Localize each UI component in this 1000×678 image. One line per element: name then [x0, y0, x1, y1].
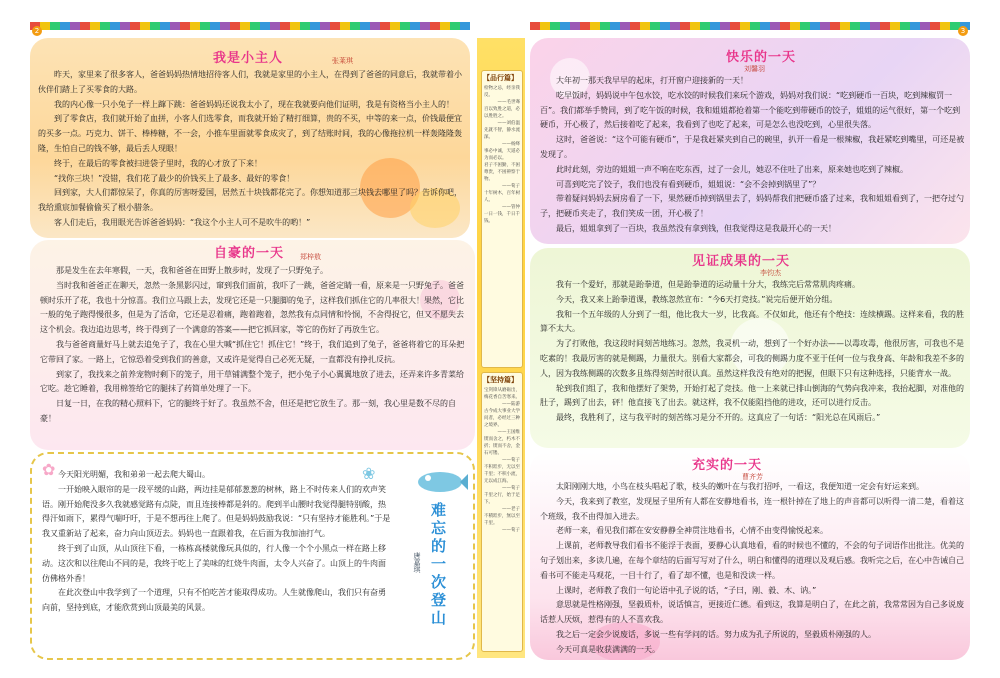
paragraph: 可喜到吃完了饺子，我们也没有看到硬币，姐姐说：“会不会掉到锅里了”？	[556, 179, 821, 189]
paragraph: 此时此刻，旁边的姐姐一声不响在吃东西，过了一会儿，她忍不住吐了出来，原来她也吃到了辣椒。	[556, 164, 908, 174]
quote-line: 先就不智，静水流深。	[484, 128, 520, 140]
paragraph: 到家了，我找来之前养宠物时剩下的笼子，用干草铺满整个笼子，把小兔子小心翼翼地放了进去，还弄来许多青菜给它吃。趁它睡着，我用棉签给它的腿抹了药简单处理了一下。	[40, 369, 464, 394]
flower-icon: ❀	[362, 464, 376, 483]
article-happy-author: 刘馨羽	[744, 65, 765, 73]
paragraph: 一开始映入眼帘的是一段平缓的山路，两边挂是郁郁葱葱的树林，路上不时传来人们的欢声笑语。刚开始爬没多久我就感觉路有点陡，而且连接棒都是斜的。爬到半山腰时我觉得腿特别酸，热得汗如雨下，累得气喘吁吁，于是不想再往上爬了。但是妈妈鼓励我说：“只有坚持才能胜利。”于是我又重新站了起来，奋力向山顶迈去。妈妈也一直跟着我，在后面为我加油打气。	[42, 484, 391, 539]
paragraph: 今天可真是收获满满的一天。	[556, 644, 660, 654]
paragraph: 最后，姐姐拿到了一百块，我虽然没有拿到钱，但我觉得这是我最开心的一天！	[556, 223, 836, 233]
article-full-panel	[530, 452, 970, 660]
dolphin-illustration	[410, 460, 470, 500]
article-owner-panel	[30, 38, 470, 238]
article-happy-title: 快乐的一天	[726, 50, 797, 65]
paragraph: 吃早饭时，妈妈说中午包水饺，吃水饺的时候我们来玩个游戏，妈妈对我们说：“吃到硬币一百块，吃到辣椒罚一百”。我们都举手赞同，到了吃午饭的时候，我和姐姐都抢着第一个能吃到带硬币的饺子，姐姐的运气很好，第一个吃到硬币，开心极了，然后接着吃了起来，我看到了也吃了起来，可是怎么也没吃到，心里很失落。	[540, 90, 961, 130]
paragraph: 我的内心像一只小兔子一样上蹿下跳：爸爸妈妈还说我太小了，现在我就要向他们证明，我是有资格当小主人的！	[54, 99, 454, 109]
paragraph: 终于到了山顶，从山顶往下看，一栋栋高楼就像玩具似的，行人像一个个小黑点一样在路上移动。这次和以往爬山不同的是，我终于吃上了美味的红烧牛肉面，太令人兴奋了。山顶上的牛肉面仿佛格外香！	[42, 543, 386, 583]
paragraph: 轮到我们组了，我和他摆好了架势，开始打起了竞技。他一上来就已排山倒海的气势向我冲来，我抬起脚，对准他的肚子，踢到了出去，砰！他直接飞了出去。就这样，我不仅能阻挡他的进攻，还可以进行反击。	[540, 383, 964, 408]
paragraph: 我有一个爱好，那就是跆拳道，但是跆拳道的运动量十分大，我练完后常常肌肉疼痛。	[556, 280, 860, 289]
quote-line: 一日一钱，千日千钱。	[484, 212, 520, 224]
paragraph: 今天，我又来上跆拳道课，教练忽然宣布：“今6天打竞技。”说完后便开始分组。	[556, 294, 838, 304]
quote-source: ——杨绛	[502, 142, 520, 147]
quote-line: 百以致胜之道，必以胜胜之。	[484, 107, 520, 119]
quote-line: 检物之忌，经亲我反。	[484, 86, 520, 98]
quotes-sidebar	[477, 38, 525, 658]
top-border-right	[530, 22, 970, 30]
article-owner-author: 张莱琪	[332, 57, 353, 65]
paragraph: 为了打败他，我这段时间刻苦地练习。忽然，我灵机一动，想到了一个好办法——以毒攻毒，他很厉害，可我也不是吃素的！我最厉害的就是侧踢，力量很大。别看大家都会，可我的侧踢力度不亚于任何一位与我身高、年龄和我差不多的人，因为我练侧踢的次数多且练得刻苦时很认真。虽然这样我没有绝对的把握，但眼下只有这种选择，只能背水一战。	[540, 339, 964, 378]
quote-line: 千里之行，始于足下。	[484, 493, 520, 505]
quote-line: 不积跬步，无以至千里；不积小流，无以成江海。	[484, 465, 520, 484]
top-border-left	[30, 22, 470, 30]
quote-line: 不積跬步，無以至千里。	[484, 514, 520, 526]
quote-source: ——管仲	[502, 205, 520, 210]
article-proof-panel	[530, 248, 970, 448]
article-proud-panel	[30, 240, 475, 450]
paragraph: 今天阳光明媚，我和弟弟一起去爬大蜀山。	[58, 470, 210, 479]
article-proud-author: 郑梓敖	[300, 253, 321, 261]
paragraph: 客人们走后，我用眼光告诉爸爸妈妈：“我这个小主人可不是吹牛的哟！”	[54, 217, 311, 227]
quote-source: ——陆游	[502, 402, 520, 407]
paragraph: 意思就是性格刚强，坚毅质朴，说话慎言，更接近仁德。看到这，我算是明白了，在此之前，我常常因为自己多说废话惹人厌烦，惹得有的人不喜欢我。	[540, 600, 964, 625]
quote-line: 事必中诚，天道必为而必以。	[484, 149, 520, 161]
quotes-box-title: 【品行篇】	[483, 74, 518, 82]
quote-source: ——荀子	[502, 486, 520, 491]
paragraph: 今天，我来到了教室，发现屋子里所有人都在安静地看书，连一根针掉在了地上的声音都可以听得一清二楚，看着这个班级，我不由得加入进去。	[540, 496, 964, 521]
article-owner-title: 我是小主人	[213, 51, 284, 66]
paragraph: 回到家，大人们都惊呆了，你真的厉害呀爱国，居然五十块钱都花完了。你想知道那三块钱去哪里了吗？告诉你吧，我给熏宸加餐偷偷买了根小腊条。	[38, 188, 462, 213]
article-climb-title: 难忘的一次登山	[429, 502, 447, 628]
quote-line: 古今成大事业大学问者，必经过三种之境界。	[484, 409, 520, 428]
article-climb-body	[42, 468, 392, 616]
quotes-box-conduct	[481, 70, 523, 368]
quote-source: ——荀子	[502, 528, 520, 533]
quote-source: ——王国维	[497, 430, 520, 435]
paragraph: “找你三块！”没错，我们花了最少的价钱买上了最多、最好的零食！	[54, 173, 295, 183]
article-owner-body	[38, 68, 468, 231]
paragraph: 上课前，老师教导我们看书不能浮于表面，要静心认真地看，看的时候也不懂的，不会的句子词语作出批注。优美的句子划出来，多读几遍，在每个章结的后面写写对了什么，明白和懂得的道理以及观后感。我听完之后，在心中告诫自己看书可不能走马观花，一目十行了，看了却不懂，也是和没读一样。	[540, 541, 964, 580]
quotes-box-title: 【坚持篇】	[483, 376, 518, 384]
article-proud-title: 自豪的一天	[214, 246, 285, 261]
quote-line: 十年树木，百年树人。	[484, 191, 520, 203]
paragraph: 带着疑问妈妈去厨房看了一下，果然硬币掉到锅里去了，妈妈帮我们把硬币盛了过来，我和姐姐看到了，一把夺过勺子，把硬币夹走了，我们笑成一团，开心极了！	[540, 194, 964, 219]
quote-source: ——荀子	[502, 458, 520, 463]
paragraph: 最终，我胜利了，这与我平时的刻苦练习是分不开的。这真应了一句话：“阳光总在风雨后。”	[556, 413, 881, 423]
quote-source: ——毛世骞	[497, 100, 520, 105]
article-proof-author: 李钧杰	[760, 269, 781, 277]
paragraph: 日复一日，在我的精心照料下，它的腿终于好了。我虽然不舍，但还是把它放生了。那一刻，我心里是数不尽的自豪！	[40, 399, 456, 423]
paragraph: 我和一个五年级的人分到了一组，他比我大一岁，比我高。不仅如此，他还有个绝技：连续横踢。这样来看，我的胜算不太大。	[540, 309, 964, 334]
paragraph: 终于，在最后的零食被扫进袋子里时，我的心才放了下来！	[54, 158, 262, 168]
article-full-author: 曹齐芳	[742, 473, 763, 481]
article-happy-panel	[530, 38, 970, 244]
article-proof-body	[540, 278, 964, 426]
paragraph: 在此次登山中我学到了一个道理，只有不怕吃苦才能取得成功。人生就像爬山，我们只有奋勇向前，坚持到底，才能欣赏到山顶最美的风景。	[42, 588, 386, 613]
quote-source: ——荀子	[502, 184, 520, 189]
paragraph: 到了零食店，我们就开始了血拼，小客人们选零食，而我就开始了精打细算，贵的不买，中等的来一点，价钱最便宜的买多一点。巧克力、饼干、棒棒糖，不一会，小推车里面就零食成灾了，到了结账时间，我的心像拖拉机一样轰隆隆轰隆，生怕自己的钱不够，最后丢人现眼！	[38, 114, 462, 153]
article-climb-author: 唐嘉琪	[413, 552, 421, 573]
paragraph: 当时我和爸爸正在聊天，忽然一条黑影闪过，窜到我们面前，我吓了一跳，爸爸定睛一看，原来是一只野兔子。爸爸顿时乐开了花，我也十分惊喜。我们立马跟上去，发现它还是一只腿脚的兔子，这样我们抓住它的几率很大！果然，它比一般的兔子跑得慢很多，但是为了活命，它还是忍着痛，跑着跑着，忽然我有点同情和怜悯，不舍得捉它，但又不愿失去这个机会。我边追边思考，终于得到了一个满意的答案——把它抓回家，等它的伤好了再放生它。	[40, 280, 464, 335]
article-happy-body	[540, 74, 966, 237]
article-climb-panel	[30, 452, 475, 660]
article-proof-title: 见证成果的一天	[692, 254, 791, 269]
paragraph: 我之后一定会少说废话，多说一些有学问的话。努力成为孔子所说的，坚毅质朴刚强的人。	[556, 629, 876, 639]
quote-source: ——刘伯温	[497, 121, 520, 126]
paragraph: 那是发生在去年寒假，一天，我和爸爸在田野上散步时，发现了一只野兔子。	[56, 266, 328, 275]
paragraph: 老师一来，看见我们都在安安静静全神贯注地看书，心情不由变得愉悦起来。	[556, 526, 828, 536]
paragraph: 这时，爸爸说：“这个可能有硬币”，于是我赶紧夹到自己的碗里，扒开一看是一根辣椒，我赶紧吃到嘴里，可还是被发现了。	[540, 135, 965, 159]
page-number-left: 2	[32, 26, 42, 36]
quote-line: 君子不困勤，不困尊贵，不困辨察于物。	[484, 163, 520, 182]
quote-source: ——老子	[502, 507, 520, 512]
page-number-right: 3	[958, 26, 968, 36]
quote-line: 宝剑锋从磨砺出，梅花香自苦寒来。	[484, 388, 520, 400]
paragraph: 我与爸爸商量好马上就去追兔子了，我在心里大喊“抓住它！抓住它！”终于，我们追到了兔子，爸爸将着它的耳朵把它带回了家。一路上，它惊恐着受到我们的善意，又或许是觉得自己必死无疑，一直都没有挣扎反抗。	[40, 339, 465, 364]
quotes-box-persistence	[481, 372, 523, 652]
quote-line: 锲而舍之，朽木不折；锲而不舍，金石可镂。	[484, 437, 520, 456]
article-full-body	[540, 480, 964, 658]
star-icon: ✿	[42, 460, 56, 479]
paragraph: 昨天，家里来了很多客人，爸爸妈妈热情地招待客人们，我就是家里的小主人，在得到了爸爸的同意后，我就带着小伙伴们踏上了买零食的大路。	[38, 70, 462, 94]
paragraph: 大年初一那天我早早的起床，打开窗户迎接新的一天！	[556, 76, 748, 85]
article-full-title: 充实的一天	[692, 458, 763, 473]
paragraph: 太阳刚刚大地，小鸟在枝头唱起了歌，枝头的嫩叶在与我打招呼，一看这，我便知道一定会有好运来到。	[556, 482, 924, 491]
article-proud-body	[40, 264, 468, 427]
paragraph: 上课时，老师教了我们一句论语中孔子说的话，“子曰，刚、毅、木、讷。”	[556, 585, 817, 595]
